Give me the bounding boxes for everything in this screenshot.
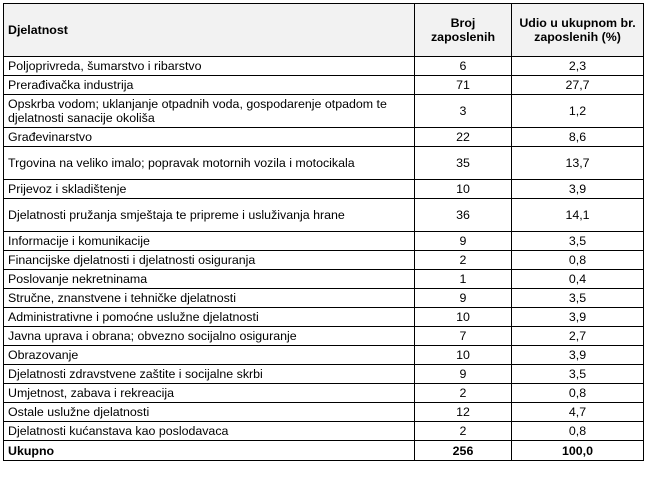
cell-activity: Prijevoz i skladištenje: [4, 180, 415, 199]
cell-activity: Opskrba vodom; uklanjanje otpadnih voda, gospodarenje otpadom te djelatnosti sanacije okoliša: [4, 95, 415, 128]
cell-share: 0,4: [512, 270, 644, 289]
cell-share: 0,8: [512, 384, 644, 403]
cell-activity: Administrativne i pomoćne uslužne djelatnosti: [4, 308, 415, 327]
cell-activity: Ostale uslužne djelatnosti: [4, 403, 415, 422]
table-row: [4, 57, 644, 76]
total-label: Ukupno: [4, 441, 415, 461]
cell-share: 13,7: [512, 147, 644, 180]
table-row: [4, 251, 644, 270]
table-row: [4, 384, 644, 403]
cell-employees: 10: [415, 308, 512, 327]
table-row: [4, 422, 644, 441]
table-row: [4, 147, 644, 180]
cell-employees: 2: [415, 251, 512, 270]
cell-activity: Umjetnost, zabava i rekreacija: [4, 384, 415, 403]
cell-share: 3,5: [512, 232, 644, 251]
table-row: [4, 76, 644, 95]
cell-share: 2,3: [512, 57, 644, 76]
header-share: Udio u ukupnom br. zaposlenih (%): [512, 4, 644, 57]
table-row: [4, 232, 644, 251]
employment-table-container: [3, 3, 644, 461]
header-activity: Djelatnost: [4, 4, 415, 57]
cell-employees: 71: [415, 76, 512, 95]
cell-employees: 10: [415, 346, 512, 365]
cell-share: 3,5: [512, 289, 644, 308]
cell-activity: Poljoprivreda, šumarstvo i ribarstvo: [4, 57, 415, 76]
table-row: [4, 308, 644, 327]
cell-activity: Poslovanje nekretninama: [4, 270, 415, 289]
total-share: 100,0: [512, 441, 644, 461]
table-row: [4, 289, 644, 308]
table-row: [4, 346, 644, 365]
cell-employees: 22: [415, 128, 512, 147]
cell-activity: Financijske djelatnosti i djelatnosti osiguranja: [4, 251, 415, 270]
header-employees: Broj zaposlenih: [415, 4, 512, 57]
cell-employees: 10: [415, 180, 512, 199]
cell-employees: 9: [415, 289, 512, 308]
table-row: [4, 95, 644, 128]
cell-employees: 36: [415, 199, 512, 232]
cell-activity: Građevinarstvo: [4, 128, 415, 147]
cell-share: 14,1: [512, 199, 644, 232]
cell-employees: 12: [415, 403, 512, 422]
table-row: [4, 199, 644, 232]
table-row: [4, 270, 644, 289]
cell-employees: 2: [415, 384, 512, 403]
cell-share: 27,7: [512, 76, 644, 95]
cell-share: 3,5: [512, 365, 644, 384]
cell-employees: 7: [415, 327, 512, 346]
cell-activity: Djelatnosti zdravstvene zaštite i socijalne skrbi: [4, 365, 415, 384]
total-employees: 256: [415, 441, 512, 461]
cell-share: 4,7: [512, 403, 644, 422]
table-row: [4, 403, 644, 422]
cell-employees: 6: [415, 57, 512, 76]
cell-share: 3,9: [512, 180, 644, 199]
cell-activity: Stručne, znanstvene i tehničke djelatnosti: [4, 289, 415, 308]
cell-share: 0,8: [512, 422, 644, 441]
cell-share: 3,9: [512, 346, 644, 365]
table-row: [4, 365, 644, 384]
cell-share: 2,7: [512, 327, 644, 346]
cell-employees: 35: [415, 147, 512, 180]
cell-share: 0,8: [512, 251, 644, 270]
cell-activity: Trgovina na veliko imalo; popravak motornih vozila i motocikala: [4, 147, 415, 180]
cell-employees: 1: [415, 270, 512, 289]
cell-employees: 2: [415, 422, 512, 441]
cell-share: 1,2: [512, 95, 644, 128]
cell-employees: 9: [415, 365, 512, 384]
cell-employees: 9: [415, 232, 512, 251]
employment-by-activity-table: [3, 3, 644, 461]
total-row: [4, 441, 644, 461]
table-row: [4, 128, 644, 147]
table-header-row: [4, 4, 644, 57]
cell-activity: Javna uprava i obrana; obvezno socijalno osiguranje: [4, 327, 415, 346]
cell-employees: 3: [415, 95, 512, 128]
table-row: [4, 327, 644, 346]
cell-activity: Prerađivačka industrija: [4, 76, 415, 95]
cell-activity: Obrazovanje: [4, 346, 415, 365]
cell-activity: Djelatnosti pružanja smještaja te pripreme i usluživanja hrane: [4, 199, 415, 232]
cell-share: 8,6: [512, 128, 644, 147]
cell-activity: Informacije i komunikacije: [4, 232, 415, 251]
cell-activity: Djelatnosti kućanstava kao poslodavaca: [4, 422, 415, 441]
cell-share: 3,9: [512, 308, 644, 327]
table-row: [4, 180, 644, 199]
